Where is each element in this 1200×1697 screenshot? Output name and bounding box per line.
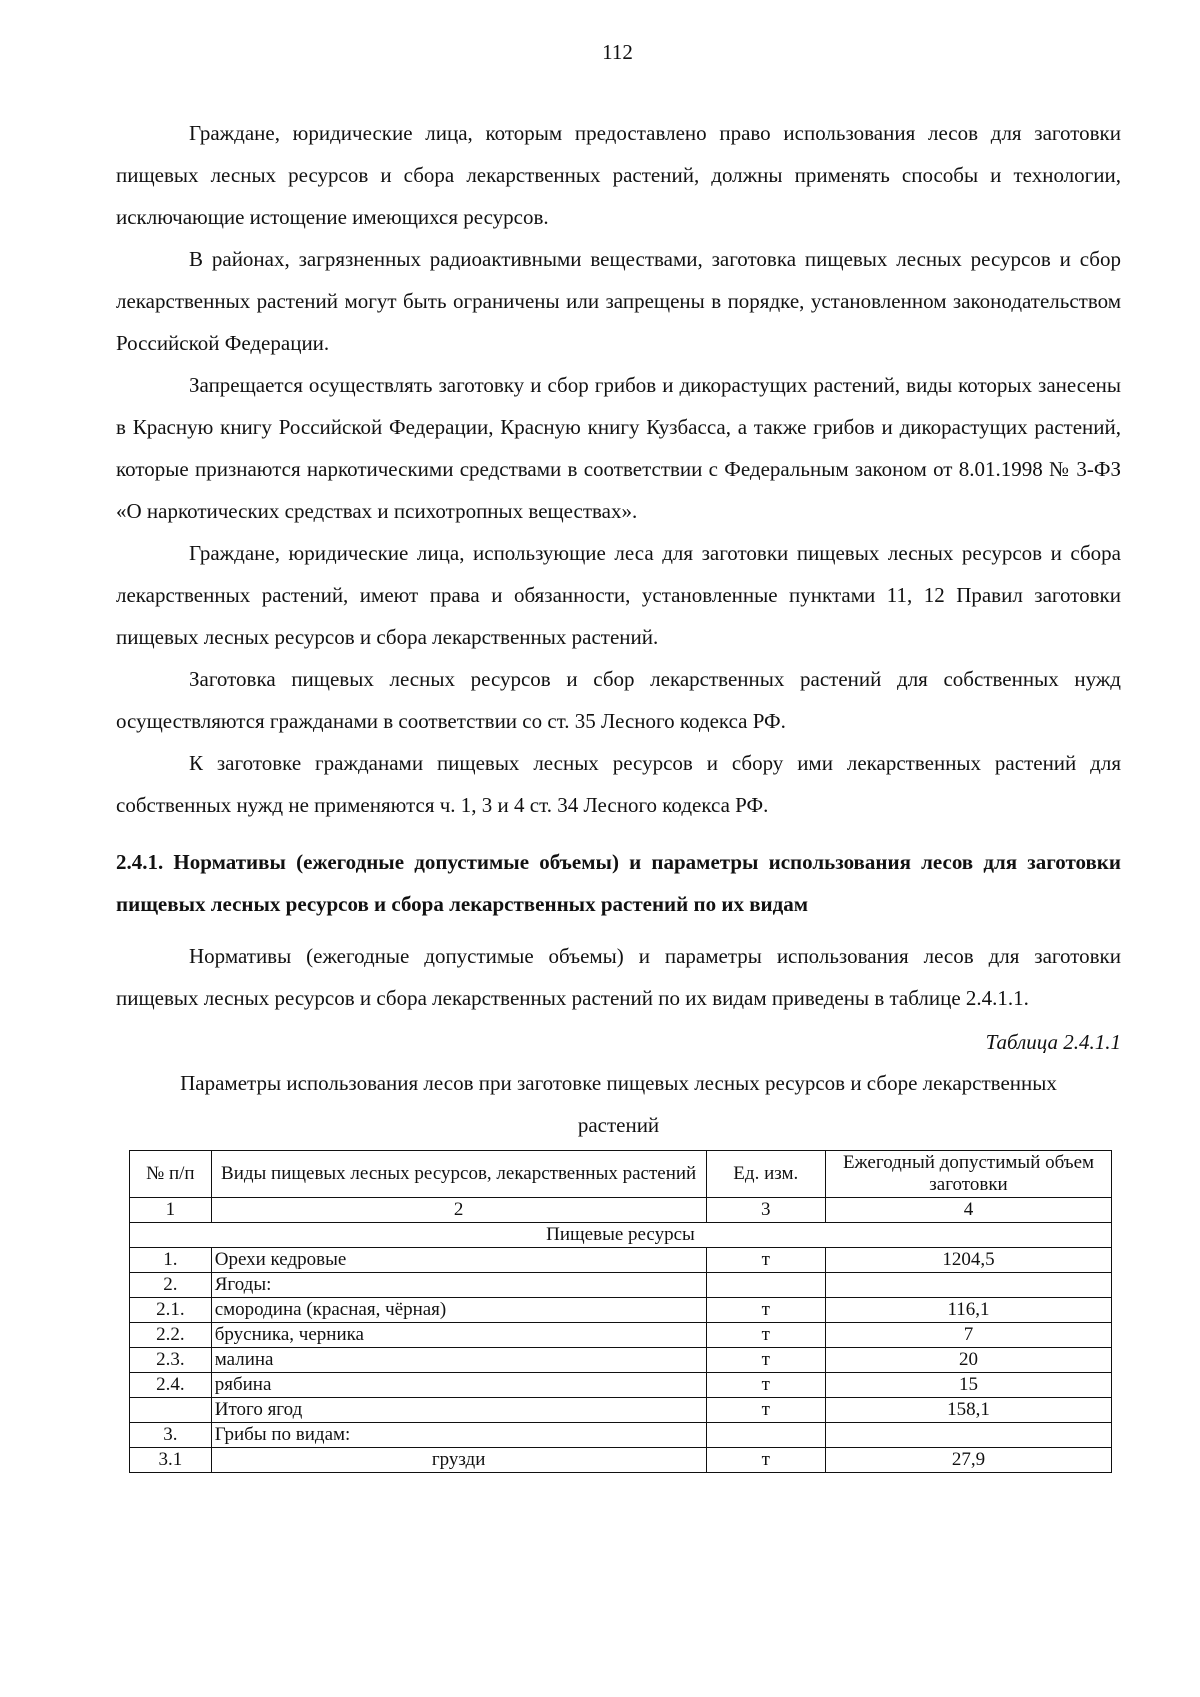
row-unit: т	[706, 1448, 826, 1473]
row-name: брусника, черника	[211, 1323, 706, 1348]
group-label: Пищевые ресурсы	[130, 1223, 1112, 1248]
row-value: 27,9	[826, 1448, 1112, 1473]
table-row	[130, 1323, 1112, 1348]
row-number: 1.	[130, 1248, 212, 1273]
row-number: 2.	[130, 1273, 212, 1298]
row-name: смородина (красная, чёрная)	[211, 1298, 706, 1323]
row-name: рябина	[211, 1373, 706, 1398]
row-value: 20	[826, 1348, 1112, 1373]
numbering-cell: 1	[130, 1198, 212, 1223]
row-name: малина	[211, 1348, 706, 1373]
table-caption: Параметры использования лесов при заготовке пищевых лесных ресурсов и сборе лекарственных растений	[180, 1071, 1057, 1137]
table-row	[130, 1248, 1112, 1273]
row-name: Итого ягод	[211, 1398, 706, 1423]
header-resource-type: Виды пищевых лесных ресурсов, лекарственных растений	[211, 1151, 706, 1198]
row-unit: т	[706, 1348, 826, 1373]
row-value: 15	[826, 1373, 1112, 1398]
section-heading: 2.4.1. Нормативы (ежегодные допустимые объемы) и параметры использования лесов для заготовки пищевых лесных ресурсов и сбора лекарственных растений по их видам	[116, 850, 1121, 916]
table-row	[130, 1373, 1112, 1398]
numbering-cell: 2	[211, 1198, 706, 1223]
row-unit: т	[706, 1398, 826, 1423]
row-unit: т	[706, 1298, 826, 1323]
row-value: 116,1	[826, 1298, 1112, 1323]
row-number	[130, 1398, 212, 1423]
row-value	[826, 1423, 1112, 1448]
table-numbering-row	[130, 1198, 1112, 1223]
resources-table	[129, 1150, 1112, 1473]
paragraph-own-needs-exceptions: К заготовке гражданами пищевых лесных ресурсов и сбору ими лекарственных растений для собственных нужд не применяются ч. 1, 3 и 4 ст. 34 Лесного кодекса РФ.	[116, 751, 1121, 817]
row-name: Орехи кедровые	[211, 1248, 706, 1273]
row-number: 2.2.	[130, 1323, 212, 1348]
row-number: 2.4.	[130, 1373, 212, 1398]
paragraph-section-intro: Нормативы (ежегодные допустимые объемы) и параметры использования лесов для заготовки пищевых лесных ресурсов и сбора лекарственных растений по их видам приведены в таблице 2.4.1.1.	[116, 944, 1121, 1010]
row-number: 2.1.	[130, 1298, 212, 1323]
numbering-cell: 3	[706, 1198, 826, 1223]
numbering-cell: 4	[826, 1198, 1112, 1223]
row-number: 3.	[130, 1423, 212, 1448]
row-number: 3.1	[130, 1448, 212, 1473]
row-unit: т	[706, 1248, 826, 1273]
paragraph-red-book-prohibition: Запрещается осуществлять заготовку и сбор грибов и дикорастущих растений, виды которых занесены в Красную книгу Российской Федерации, Красную книгу Кузбасса, а также грибов и дикорастущих растений, которые признаются наркотическими средствами в соответствии с Федеральным законом от 8.01.1998 № 3-ФЗ «О наркотических средствах и психотропных веществах».	[116, 373, 1121, 523]
table-row	[130, 1298, 1112, 1323]
row-name: грузди	[211, 1448, 706, 1473]
table-header-row	[130, 1151, 1112, 1198]
row-name: Ягоды:	[211, 1273, 706, 1298]
row-number: 2.3.	[130, 1348, 212, 1373]
row-unit	[706, 1423, 826, 1448]
row-unit	[706, 1273, 826, 1298]
table-group-row	[130, 1223, 1112, 1248]
row-value: 158,1	[826, 1398, 1112, 1423]
row-value	[826, 1273, 1112, 1298]
row-unit: т	[706, 1323, 826, 1348]
table-row	[130, 1448, 1112, 1473]
paragraph-forest-use-rights: Граждане, юридические лица, которым предоставлено право использования лесов для заготовки пищевых лесных ресурсов и сбора лекарственных растений, должны применять способы и технологии, исключающие истощение имеющихся ресурсов.	[116, 121, 1121, 229]
paragraph-rights-obligations: Граждане, юридические лица, использующие леса для заготовки пищевых лесных ресурсов и сбора лекарственных растений, имеют права и обязанности, установленные пунктами 11, 12 Правил заготовки пищевых лесных ресурсов и сбора лекарственных растений.	[116, 541, 1121, 649]
row-value: 1204,5	[826, 1248, 1112, 1273]
row-value: 7	[826, 1323, 1112, 1348]
paragraph-own-needs: Заготовка пищевых лесных ресурсов и сбор лекарственных растений для собственных нужд осуществляются гражданами в соответствии со ст. 35 Лесного кодекса РФ.	[116, 667, 1121, 733]
table-row	[130, 1348, 1112, 1373]
row-name: Грибы по видам:	[211, 1423, 706, 1448]
table-row	[130, 1273, 1112, 1298]
header-number: № п/п	[130, 1151, 212, 1198]
header-unit: Ед. изм.	[706, 1151, 826, 1198]
table-label: Таблица 2.4.1.1	[985, 1030, 1121, 1054]
row-unit: т	[706, 1373, 826, 1398]
page-content	[116, 112, 1121, 1473]
paragraph-radioactive-areas: В районах, загрязненных радиоактивными веществами, заготовка пищевых лесных ресурсов и сбор лекарственных растений могут быть ограничены или запрещены в порядке, установленном законодательством Российской Федерации.	[116, 247, 1121, 355]
table-row	[130, 1423, 1112, 1448]
header-annual-volume: Ежегодный допустимый объем заготовки	[826, 1151, 1112, 1198]
table-row	[130, 1398, 1112, 1423]
page-number: 112	[602, 40, 633, 64]
